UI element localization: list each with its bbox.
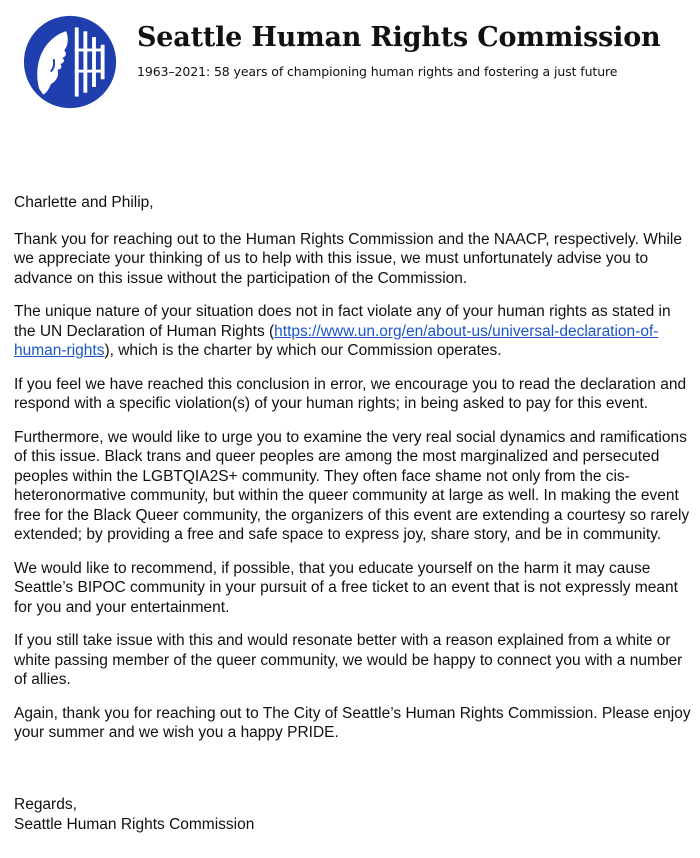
closing-block xyxy=(14,795,254,835)
org-tagline: 1963–2021: 58 years of championing human rights and fostering a just future xyxy=(137,64,618,79)
un-declaration-link[interactable]: https://www.un.org/en/about-us/universal-declaration-of-human-rights xyxy=(14,322,659,359)
paragraph-2-after: ), which is the charter by which our Commission operates. xyxy=(104,342,502,359)
closing: Regards, xyxy=(14,796,77,813)
paragraph-4: Furthermore, we would like to urge you to examine the very real social dynamics and ramifications of this issue. Black trans and queer peoples are among the most marginalized and persecuted peoples within the LGBTQIA2S+ community. They often face shame not only from the cis-heteronormative community, but within the queer community at large as well. In making the event free for the Black Queer community, the organizers of this event are extending a courtesy so rarely extended; by providing a free and safe space to express joy, share story, and be in community. xyxy=(14,428,690,543)
paragraph-1: Thank you for reaching out to the Human Rights Commission and the NAACP, respectively. While we appreciate your thinking of us to help with this issue, we must unfortunately advise you to advance on this issue without the participation of the Commission. xyxy=(14,230,682,287)
paragraph-2-before: The unique nature of your situation does not in fact violate any of your human rights as stated in the UN Declaration of Human Rights ( xyxy=(14,303,671,340)
paragraph-7: Again, thank you for reaching out to The City of Seattle’s Human Rights Commission. Please enjoy your summer and we wish you a happy PRIDE. xyxy=(14,704,691,741)
letter-body xyxy=(14,193,692,757)
paragraph-2 xyxy=(14,302,692,361)
salutation: Charlette and Philip, xyxy=(14,194,154,211)
city-of-seattle-logo-icon xyxy=(22,14,118,110)
org-title: Seattle Human Rights Commission xyxy=(137,22,661,53)
paragraph-3: If you feel we have reached this conclusion in error, we encourage you to read the declaration and respond with a specific violation(s) of your human rights; in being asked to pay for this event. xyxy=(14,375,687,412)
paragraph-6: If you still take issue with this and would resonate better with a reason explained from a white or white passing member of the queer community, we would be happy to connect you with a number of allies. xyxy=(14,632,683,688)
signature: Seattle Human Rights Commission xyxy=(14,816,255,833)
paragraph-5: We would like to recommend, if possible, that you educate yourself on the harm it may cause Seattle’s BIPOC community in your pursuit of a free ticket to an event that is not expressly meant for you and your entertainment. xyxy=(14,559,678,616)
